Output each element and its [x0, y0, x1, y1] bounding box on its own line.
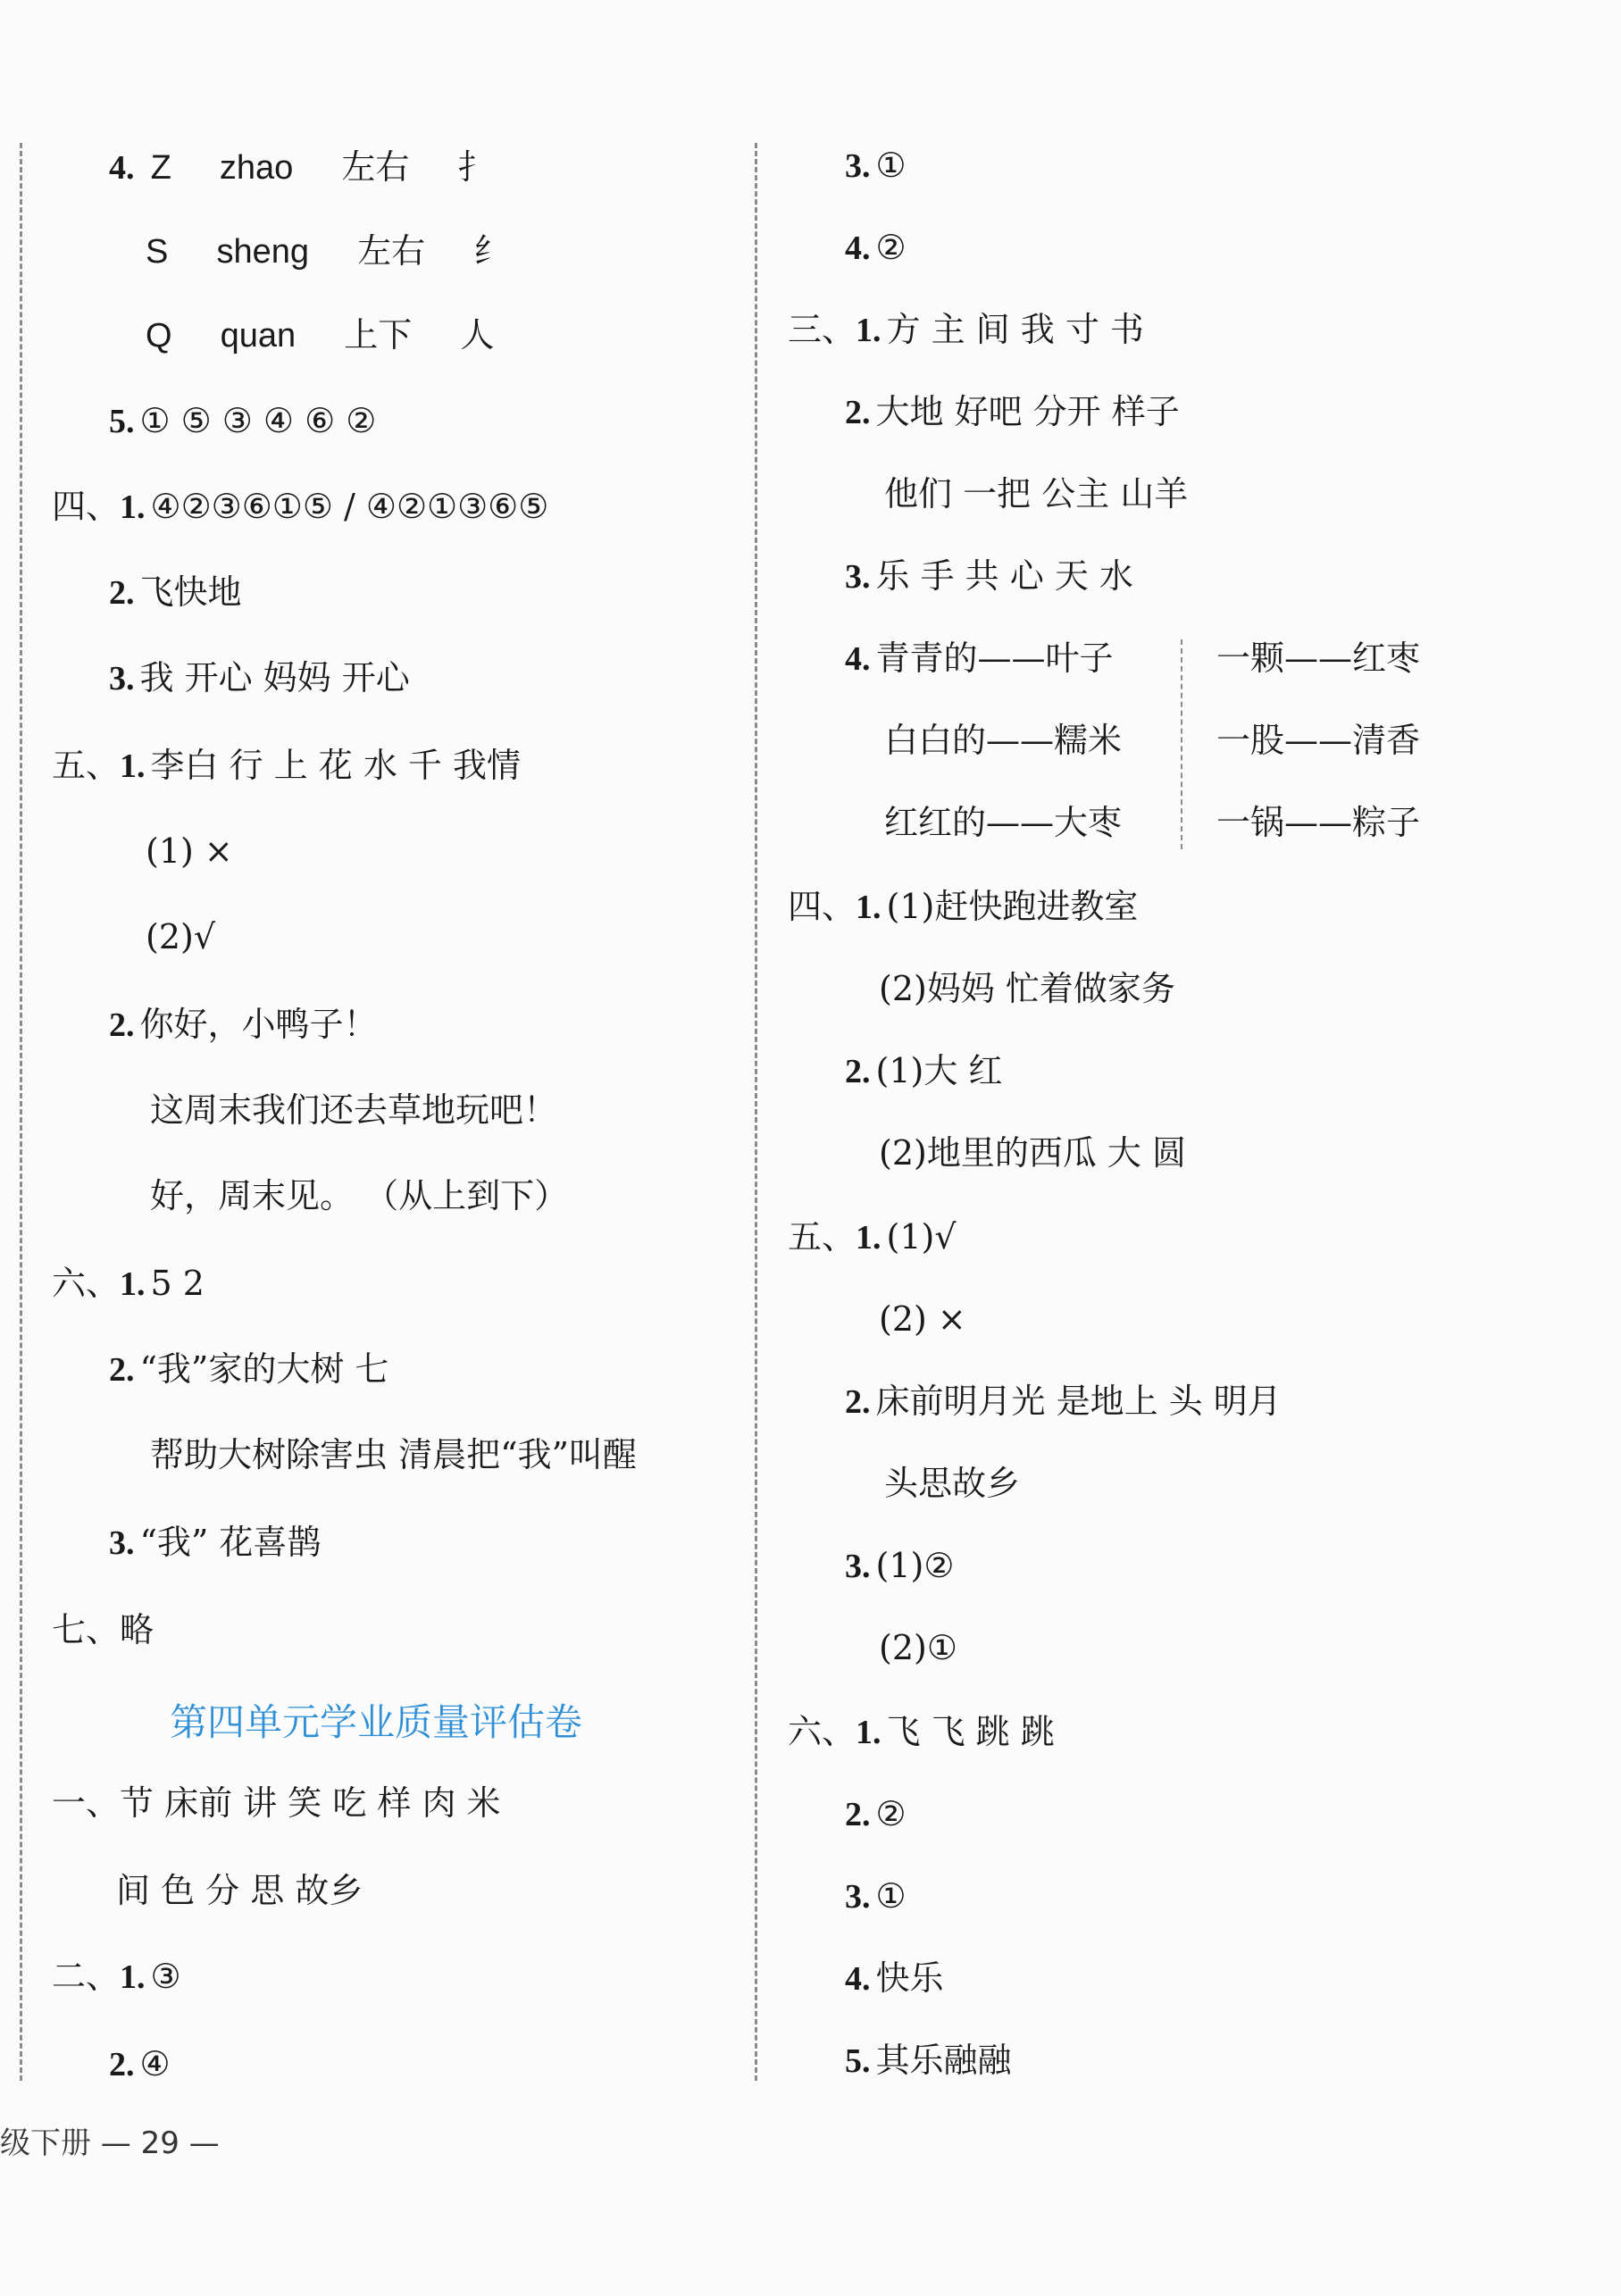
section-5-answer-2-line-2: 这周末我们还去草地玩吧！: [150, 1090, 558, 1130]
r-section-3-answer-4: 4. 青青的——叶子: [845, 639, 1114, 678]
section-5-answer-1-sub-1: (1) ×: [146, 831, 233, 871]
r-section-3-answer-4-line-2: 白白的——糯米: [884, 721, 1123, 760]
r-section-5-answer-1-sub-2: (2) ×: [879, 1299, 966, 1339]
r-section-6-answer-2: 2. ②: [845, 1794, 907, 1833]
left-margin-dashed-line: [20, 143, 22, 2081]
r-answer-3: 3. ①: [845, 146, 907, 185]
r-answer-4: 4. ②: [845, 228, 907, 267]
section-5-answer-2-line-3: 好，周末见。 （从上到下）: [150, 1176, 569, 1215]
r-section-4-answer-2: 2. (1)大 红: [845, 1051, 1003, 1090]
unit4-section-1-line-1: 一、节 床前 讲 笑 吃 样 肉 米: [52, 1783, 501, 1823]
section-6-answer-2: 2. “我”家的大树 七: [109, 1349, 389, 1389]
r-section-3-answer-3: 3. 乐 手 共 心 天 水: [845, 556, 1133, 596]
section-4-answer-2: 2. 飞快地: [109, 572, 242, 612]
section-5-answer-1: 五、1. 李白 行 上 花 水 千 我情: [52, 746, 521, 785]
r-section-5-answer-3: 3. (1)②: [845, 1546, 955, 1585]
r-section-5-answer-2: 2. 床前明月光 是地上 头 明月: [845, 1382, 1282, 1421]
r-section-3-answer-1: 三、1. 方 主 间 我 寸 书: [788, 310, 1144, 349]
r-section-6-answer-5: 5. 其乐融融: [845, 2041, 1012, 2080]
r-section-4-answer-1-sub-2: (2)妈妈 忙着做家务: [879, 969, 1175, 1008]
answer-5: 5. ① ⑤ ③ ④ ⑥ ②: [109, 401, 377, 440]
r-section-3-answer-4-right-3: 一锅——粽子: [1216, 803, 1421, 842]
r-section-3-answer-2: 2. 大地 好吧 分开 样子: [845, 392, 1180, 431]
r-section-5-answer-2-line-2: 头思故乡: [884, 1464, 1021, 1503]
section-6-answer-1: 六、1. 5 2: [52, 1264, 205, 1303]
r-section-3-answer-4-line-3: 红红的——大枣: [884, 803, 1123, 842]
r-section-6-answer-1: 六、1. 飞 飞 跳 跳: [788, 1712, 1055, 1751]
answer-4-line-2: S sheng 左右 纟: [146, 231, 508, 271]
unit4-section-2-answer-1: 二、1. ③: [52, 1957, 181, 1996]
column-divider-dashed-line: [755, 143, 757, 2081]
r-section-3-answer-2-line-2: 他们 一把 公主 山羊: [884, 474, 1189, 513]
unit4-section-1-line-2: 间 色 分 思 故乡: [116, 1871, 363, 1910]
r-section-6-answer-4: 4. 快乐: [845, 1958, 944, 1998]
section-4-answer-1: 四、1. ④②③⑥①⑤ / ④②①③⑥⑤: [52, 487, 549, 526]
r-section-4-answer-1: 四、1. (1)赶快跑进教室: [788, 887, 1139, 926]
section-7-answer: 七、略: [52, 1610, 155, 1649]
match-divider-dashed-line: [1181, 639, 1182, 849]
section-6-answer-3: 3. “我” 花喜鹊: [109, 1523, 322, 1562]
answer-4-line-3: Q quan 上下 人: [146, 315, 495, 355]
page-footer: 级下册 — 29 —: [0, 2125, 220, 2161]
section-5-answer-2: 2. 你好，小鸭子！: [109, 1005, 378, 1044]
r-section-4-answer-2-sub-2: (2)地里的西瓜 大 圆: [879, 1133, 1186, 1173]
answer-4: 4. Z zhao 左右 扌: [109, 147, 492, 187]
section-5-answer-1-sub-2: (2)√: [146, 917, 216, 956]
r-section-6-answer-3: 3. ①: [845, 1876, 907, 1916]
unit4-section-2-answer-2: 2. ④: [109, 2044, 171, 2083]
r-section-3-answer-4-right-1: 一颗——红枣: [1216, 639, 1421, 678]
section-4-answer-3: 3. 我 开心 妈妈 开心: [109, 658, 410, 697]
r-section-5-answer-3-sub-2: (2)①: [879, 1628, 957, 1667]
r-section-3-answer-4-right-2: 一股——清香: [1216, 721, 1421, 760]
section-6-answer-2-line-2: 帮助大树除害虫 清晨把“我”叫醒: [150, 1435, 637, 1474]
r-section-5-answer-1: 五、1. (1)√: [788, 1217, 957, 1257]
unit-4-title: 第四单元学业质量评估卷: [170, 1700, 583, 1744]
